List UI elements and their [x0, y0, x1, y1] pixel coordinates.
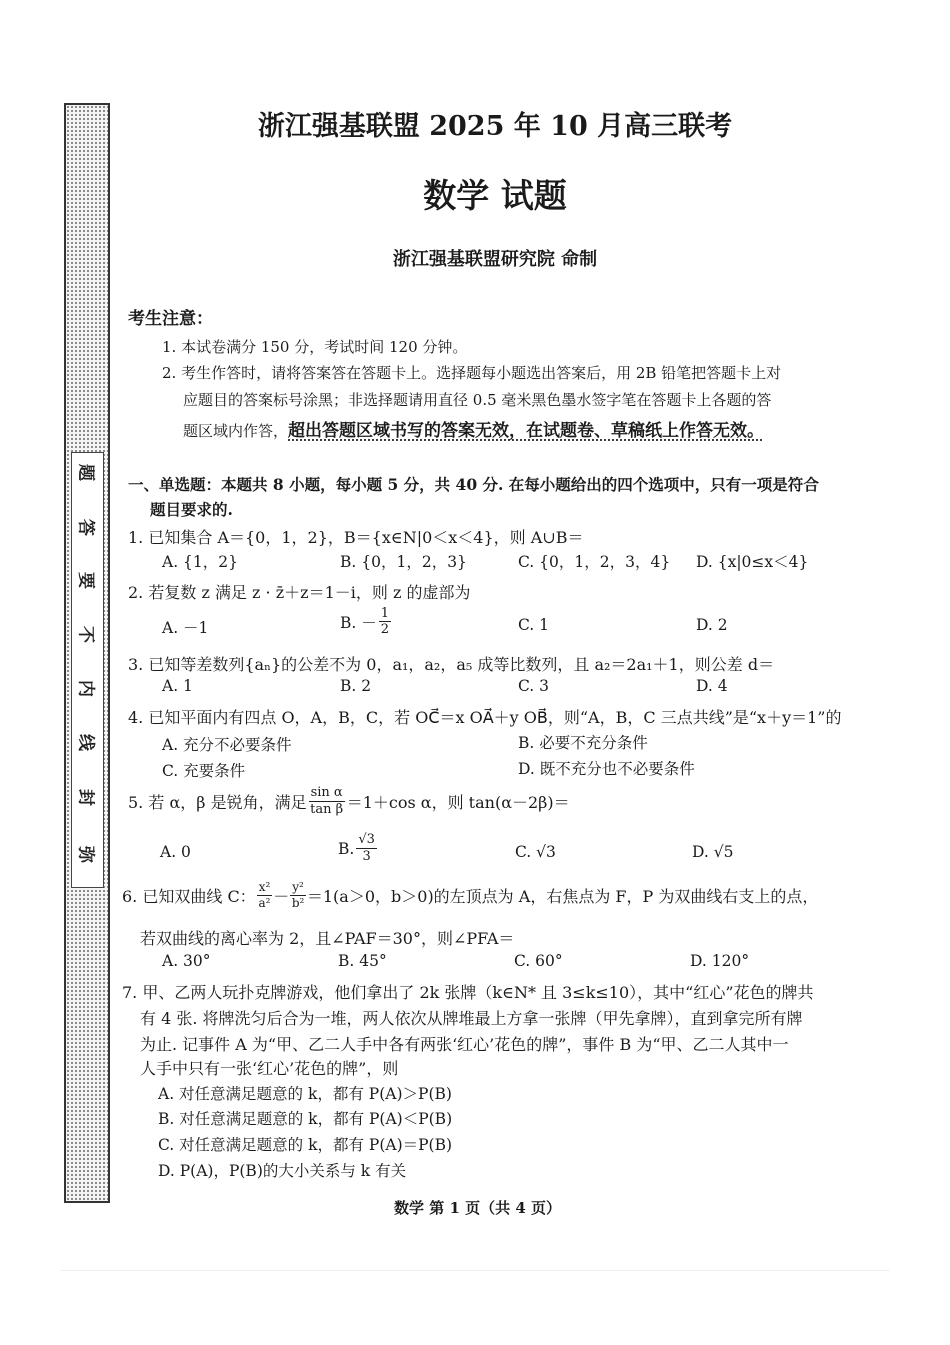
section-1-instructions-line-1: 一、单选题：本题共 8 小题，每小题 5 分，共 40 分. 在每小题给出的四个选项中，只有一项是符合 — [128, 475, 819, 494]
q5-stem-prefix: 5. 若 α，β 是锐角，满足 — [128, 793, 307, 812]
q7-option-d: D. P(A)，P(B)的大小关系与 k 有关 — [158, 1162, 407, 1180]
q3-stem: 3. 已知等差数列{aₙ}的公差不为 0，a₁，a₂，a₅ 成等比数列，且 a₂＝2a₁＋1，则公差 d＝ — [128, 655, 775, 674]
q6-stem-line-1 — [122, 880, 818, 911]
q6-option-c: C. 60° — [514, 952, 563, 970]
q2-option-a: A. －1 — [162, 619, 209, 637]
q2-option-c: C. 1 — [518, 616, 550, 634]
q3-option-c: C. 3 — [518, 677, 550, 695]
notice-item-1: 1. 本试卷满分 150 分，考试时间 120 分钟。 — [162, 338, 468, 356]
notice-item-2-line-3-plain: 题区域内作答， — [183, 422, 289, 440]
q5-option-b-numerator: √3 — [358, 832, 375, 847]
q6-stem-suffix: ＝1(a＞0，b＞0)的左顶点为 A，右焦点为 F，P 为双曲线右支上的点， — [306, 887, 819, 906]
q3-option-b: B. 2 — [340, 677, 372, 695]
q7-stem-line-1: 7. 甲、乙两人玩扑克牌游戏，他们拿出了 2k 张牌（k∈N* 且 3≤k≤10），其中“红心”花色的牌共 — [122, 983, 814, 1002]
section-1-instructions-line-2: 题目要求的. — [150, 500, 233, 519]
q6-fraction-y-numerator: y² — [292, 880, 304, 894]
seal-char-8: 题 — [75, 464, 96, 481]
q2-stem: 2. 若复数 z 满足 z · z̄＋z＝1－i，则 z 的虚部为 — [128, 583, 471, 602]
q3-option-d: D. 4 — [696, 677, 728, 695]
q7-option-c: C. 对任意满足题意的 k，都有 P(A)＝P(B) — [158, 1136, 453, 1154]
q7-stem-line-4: 人手中只有一张‘红心’花色的牌”，则 — [140, 1059, 399, 1078]
q4-option-a: A. 充分不必要条件 — [162, 736, 292, 754]
q6-stem-line-2: 若双曲线的离心率为 2，且∠PAF＝30°，则∠PFA＝ — [140, 929, 515, 948]
notice-emphasis: 超出答题区域书写的答案无效，在试题卷、草稿纸上作答无效。 — [288, 421, 765, 441]
notice-item-2-line-1: 2. 考生作答时，请将答案答在答题卡上。选择题每小题选出答案后，用 2B 铅笔把答题卡上对 — [162, 364, 782, 382]
q5-option-d: D. √5 — [692, 843, 734, 861]
q1-option-c: C. {0，1，2，3，4} — [518, 553, 671, 571]
seal-char-7: 答 — [75, 519, 96, 536]
q5-option-c: C. √3 — [515, 843, 556, 861]
q7-option-b: B. 对任意满足题意的 k，都有 P(A)＜P(B) — [158, 1110, 453, 1128]
q2-option-b-denominator: 2 — [380, 622, 390, 637]
seal-char-6: 要 — [75, 572, 96, 589]
q5-option-b-denominator: 3 — [362, 849, 371, 864]
q4-option-c: C. 充要条件 — [162, 762, 246, 780]
q5-option-b-prefix: B. — [338, 839, 355, 858]
q4-stem: 4. 已知平面内有四点 O，A，B，C，若 OC⃗＝x OA⃗＋y OB⃗，则“A，B，C 三点共线”是“x＋y＝1”的 — [128, 708, 842, 727]
q2-option-b-numerator: 1 — [380, 606, 390, 621]
issuer-line: 浙江强基联盟研究院 命制 — [392, 249, 598, 270]
q2-option-b-fraction — [379, 606, 391, 637]
q1-stem: 1. 已知集合 A＝{0，1，2}，B＝{x∈N|0＜x＜4}，则 A∪B＝ — [128, 528, 584, 547]
q3-option-a: A. 1 — [162, 677, 193, 695]
seal-char-2: 封 — [75, 789, 96, 806]
q6-option-b: B. 45° — [338, 952, 387, 970]
subject-title: 数学 试题 — [423, 176, 567, 215]
notice-item-2-line-3 — [183, 416, 764, 441]
notice-item-2-line-2: 应题目的答案标号涂黑；非选择题请用直径 0.5 毫米黑色墨水签字笔在答题卡上各题的答 — [183, 391, 772, 409]
q7-stem-line-3: 为止. 记事件 A 为“甲、乙二人手中各有两张‘红心’花色的牌”，事件 B 为“甲、乙二人其中一 — [140, 1035, 789, 1054]
q6-fraction-y-denominator: b² — [291, 896, 305, 910]
q7-option-a: A. 对任意满足题意的 k，都有 P(A)＞P(B) — [158, 1085, 452, 1103]
q6-fraction-x-numerator: x² — [258, 880, 271, 894]
q1-option-b: B. {0，1，2，3} — [340, 553, 467, 571]
seal-char-1: 弥 — [75, 846, 96, 863]
q2-option-d: D. 2 — [696, 616, 728, 634]
page-number: 数学 第 1 页（共 4 页） — [394, 1199, 561, 1217]
q5-stem — [128, 785, 570, 818]
q5-option-a: A. 0 — [160, 843, 191, 861]
q6-option-d: D. 120° — [690, 952, 750, 970]
notice-heading: 考生注意： — [128, 309, 213, 329]
q6-stem-prefix: 6. 已知双曲线 C： — [122, 887, 256, 906]
q7-stem-line-2: 有 4 张. 将牌洗匀后合为一堆，两人依次从牌堆最上方拿一张牌（甲先拿牌），直到拿完所有牌 — [140, 1009, 803, 1028]
q1-option-d: D. {x|0≤x＜4} — [696, 553, 809, 571]
q5-fraction-numerator: sin α — [310, 785, 343, 800]
q1-option-a: A. {1，2} — [162, 553, 238, 571]
q5-option-b — [338, 832, 377, 865]
seal-char-5: 不 — [75, 626, 96, 643]
q6-fraction-x — [257, 880, 273, 911]
q2-option-b-prefix: B. － — [340, 613, 377, 632]
seal-char-3: 线 — [75, 734, 96, 751]
seal-char-4: 内 — [75, 680, 96, 697]
q6-minus: － — [273, 887, 290, 906]
q4-option-d: D. 既不充分也不必要条件 — [518, 760, 695, 778]
q5-stem-suffix: ＝1＋cos α，则 tan(α－2β)＝ — [346, 793, 570, 812]
q6-fraction-x-denominator: a² — [258, 896, 271, 910]
page-bottom-divider — [60, 1270, 890, 1271]
q2-option-b — [340, 606, 391, 637]
exam-title: 浙江强基联盟 2025 年 10 月高三联考 — [257, 111, 733, 142]
q6-fraction-y — [290, 880, 306, 911]
q6-option-a: A. 30° — [162, 952, 211, 970]
q4-option-b: B. 必要不充分条件 — [518, 734, 648, 752]
q5-option-b-fraction — [356, 832, 377, 865]
q5-fraction-denominator: tan β — [310, 802, 344, 817]
q5-fraction — [309, 785, 345, 818]
